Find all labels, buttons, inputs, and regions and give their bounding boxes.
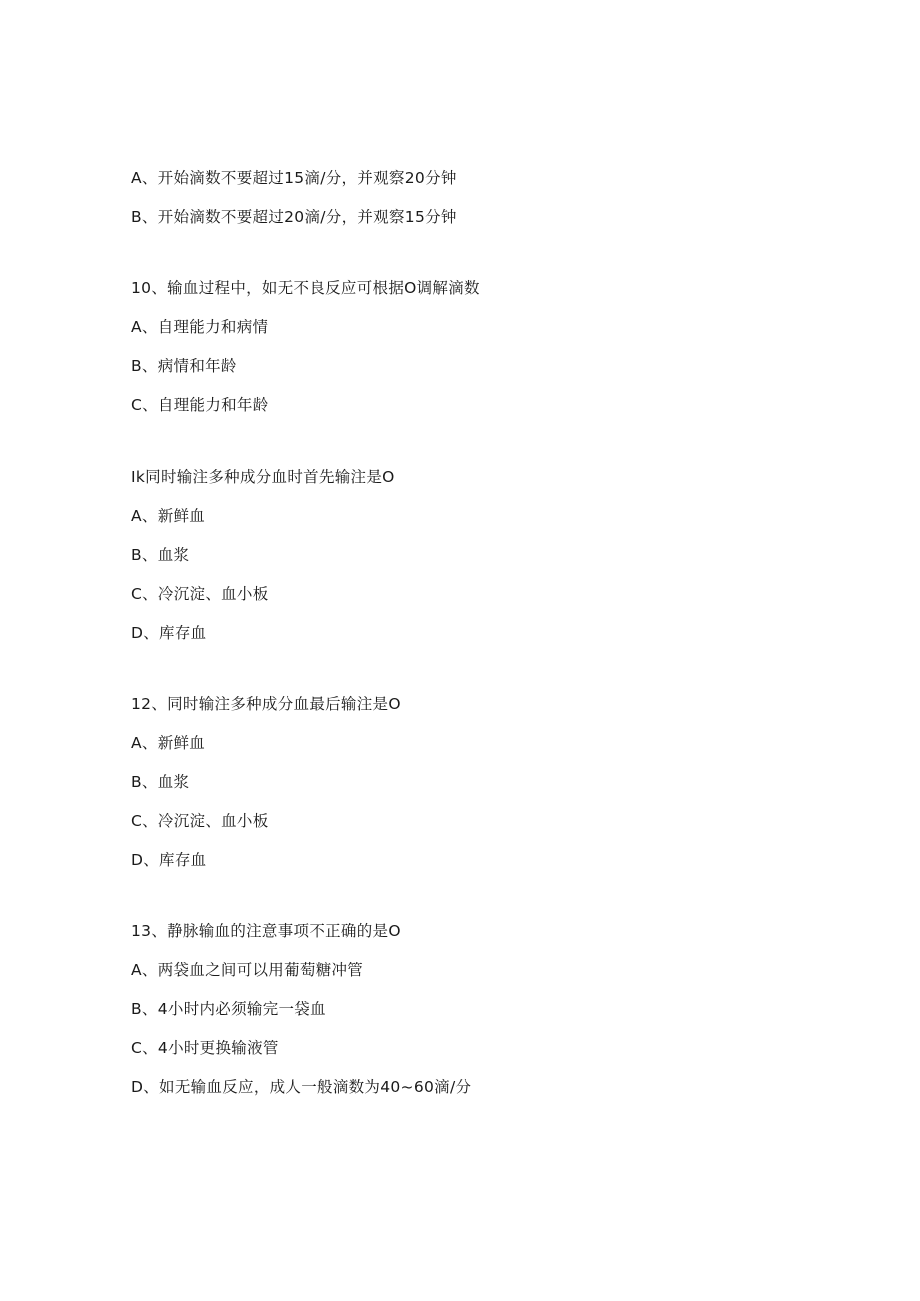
- option-line: B、血浆: [131, 773, 190, 791]
- option-line: B、血浆: [131, 546, 190, 564]
- option-line: D、库存血: [131, 624, 207, 642]
- option-line: B、病情和年龄: [131, 357, 237, 375]
- option-line: B、开始滴数不要超过20滴/分，并观察15分钟: [131, 208, 457, 226]
- question-line: 13、静脉输血的注意事项不正确的是O: [131, 922, 401, 940]
- option-line: C、4小时更换输液管: [131, 1039, 279, 1057]
- option-line: C、自理能力和年龄: [131, 396, 269, 414]
- option-line: A、自理能力和病情: [131, 318, 269, 336]
- option-line: B、4小时内必须输完一袋血: [131, 1000, 326, 1018]
- question-line: Ik同时输注多种成分血时首先输注是O: [131, 468, 395, 486]
- option-line: C、冷沉淀、血小板: [131, 585, 269, 603]
- question-line: 10、输血过程中，如无不良反应可根据O调解滴数: [131, 279, 480, 297]
- option-line: D、库存血: [131, 851, 207, 869]
- option-line: A、开始滴数不要超过15滴/分，并观察20分钟: [131, 169, 457, 187]
- question-line: 12、同时输注多种成分血最后输注是O: [131, 695, 401, 713]
- option-line: A、新鲜血: [131, 734, 206, 752]
- option-line: D、如无输血反应，成人一般滴数为40~60滴/分: [131, 1078, 472, 1096]
- option-line: C、冷沉淀、血小板: [131, 812, 269, 830]
- option-line: A、新鲜血: [131, 507, 206, 525]
- option-line: A、两袋血之间可以用葡萄糖冲管: [131, 961, 364, 979]
